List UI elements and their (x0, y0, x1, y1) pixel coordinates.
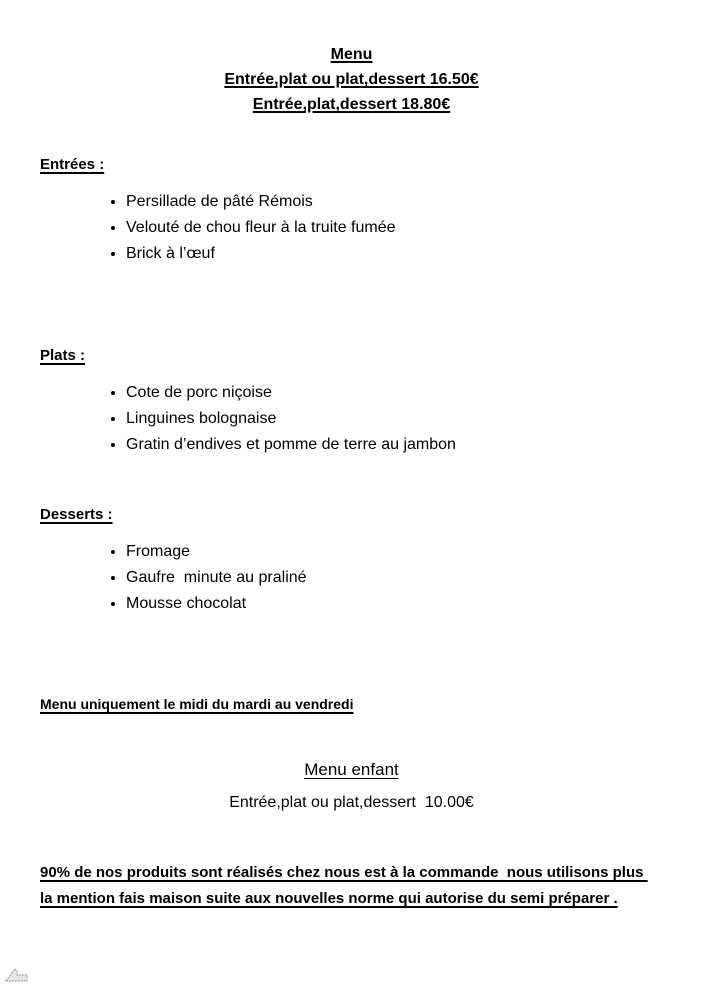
cursor-artifact-icon (5, 966, 29, 982)
plats-list (40, 380, 703, 458)
section-plats (40, 347, 703, 458)
menu-item: • Brick à l’œuf (126, 241, 703, 267)
footer-note: 90% de nos produits sont réalisés chez nous est à la commande nous utilisons plus la mention fais maison suite aux nouvelles norme qui autorise du semi préparer . (40, 864, 648, 907)
section-desserts (40, 506, 703, 617)
menu-item: • Linguines bolognaise (126, 406, 703, 432)
section-entrees (40, 156, 703, 267)
child-menu-price-line: Entrée,plat ou plat,dessert 10.00€ (229, 794, 474, 811)
menu-title: Menu (330, 46, 373, 63)
menu-formula-2: Entrée,plat,dessert 18.80€ (252, 96, 451, 113)
menu-item: • Mousse chocolat (126, 591, 703, 617)
menu-item: • Gratin d’endives et pomme de terre au jambon (126, 432, 703, 458)
entrees-list (40, 189, 703, 267)
availability-note: Menu uniquement le midi du mardi au vendredi (40, 696, 354, 712)
section-heading-entrees: Entrées : (40, 156, 105, 173)
menu-item: • Velouté de chou fleur à la truite fumée (126, 215, 703, 241)
menu-item: • Persillade de pâté Rémois (126, 189, 703, 215)
desserts-list (40, 539, 703, 617)
menu-item: • Fromage (126, 539, 703, 565)
section-heading-desserts: Desserts : (40, 506, 113, 523)
menu-header (0, 0, 703, 117)
menu-item: • Gaufre minute au praliné (126, 565, 703, 591)
menu-item: • Cote de porc niçoise (126, 380, 703, 406)
section-heading-plats: Plats : (40, 347, 86, 364)
child-menu-title: Menu enfant (304, 760, 399, 779)
menu-formula-1: Entrée,plat ou plat,dessert 16.50€ (224, 71, 479, 88)
